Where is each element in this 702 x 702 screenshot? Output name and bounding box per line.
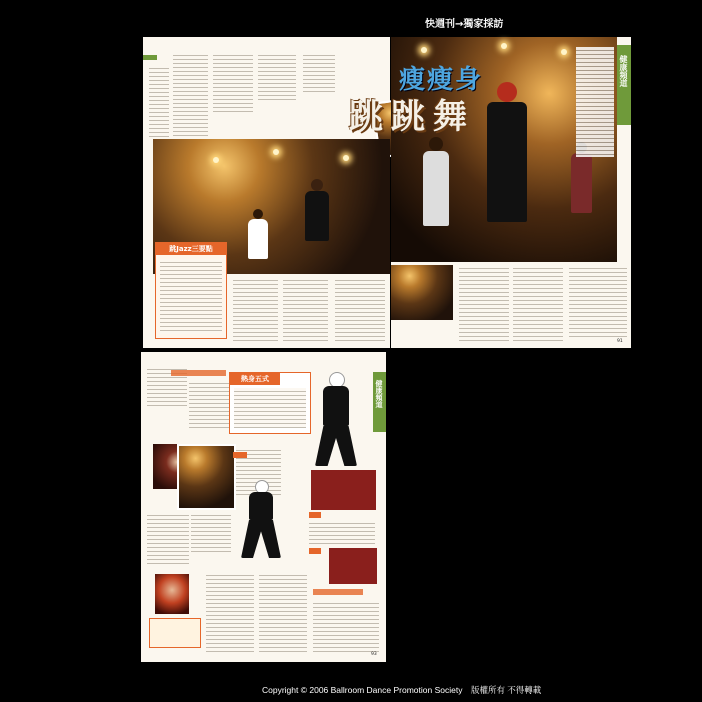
jazz-tips-title: 跳Jazz三要點 [156, 243, 226, 255]
text-column [191, 512, 231, 552]
stage-light [421, 47, 427, 53]
warmup-title: 熱身五式 [230, 373, 280, 385]
text-column [147, 512, 189, 567]
text-column [206, 572, 254, 652]
subheading-bar [313, 589, 363, 595]
subheading-bar [171, 370, 226, 376]
left-side-tab [143, 55, 157, 60]
bottom-page [141, 352, 386, 662]
text-column [233, 277, 278, 342]
right-side-tab [617, 45, 631, 125]
step-label [309, 512, 321, 518]
step-photo [311, 470, 376, 510]
text-column [313, 600, 379, 652]
text-column [189, 380, 229, 430]
stage-light [501, 43, 507, 49]
copyright-notice: Copyright © 2006 Ballroom Dance Promotion Society 版權所有 不得轉載 [262, 685, 542, 695]
man-photo [155, 574, 189, 614]
text-column [459, 265, 509, 343]
health-channel-tab: 健康頻道 [619, 55, 628, 87]
text-column [213, 52, 253, 112]
health-channel-tab: 健康頻道 [375, 380, 383, 408]
page-number: 93 [371, 652, 377, 657]
headline-slim: 瘦瘦身 [399, 65, 484, 95]
bottom-side-tab [373, 372, 386, 432]
stage-light [213, 157, 219, 163]
woman-photo [177, 444, 236, 510]
text-column [569, 265, 627, 340]
text-column [149, 65, 169, 137]
page-number: 91 [617, 339, 623, 344]
text-column [283, 277, 328, 342]
text-column [335, 277, 385, 342]
header-separator: → [455, 19, 464, 30]
text-column [258, 52, 296, 102]
step-photo [329, 548, 377, 584]
text-column [259, 572, 307, 652]
text-column [173, 52, 208, 142]
stage-light [561, 49, 567, 55]
step-label [309, 548, 321, 554]
section-label: 獨家採訪 [463, 19, 504, 30]
jazz-tips-box [155, 242, 227, 339]
text-column [309, 520, 375, 545]
spread-right-page [349, 37, 631, 348]
headline-dance: 跳跳舞 [349, 97, 475, 137]
text-column [576, 47, 614, 157]
stage-light [273, 149, 279, 155]
brand-label: 快週刊 [425, 19, 455, 30]
text-column [303, 52, 335, 92]
step-label [233, 452, 247, 458]
text-column [513, 265, 563, 343]
caption-box [149, 618, 201, 648]
text-column [160, 259, 222, 334]
text-column [234, 388, 306, 428]
spread-left-page [143, 37, 390, 348]
magazine-header [425, 15, 503, 30]
warmup-box [229, 372, 311, 434]
group-photo [391, 265, 453, 320]
stage-light [343, 155, 349, 161]
